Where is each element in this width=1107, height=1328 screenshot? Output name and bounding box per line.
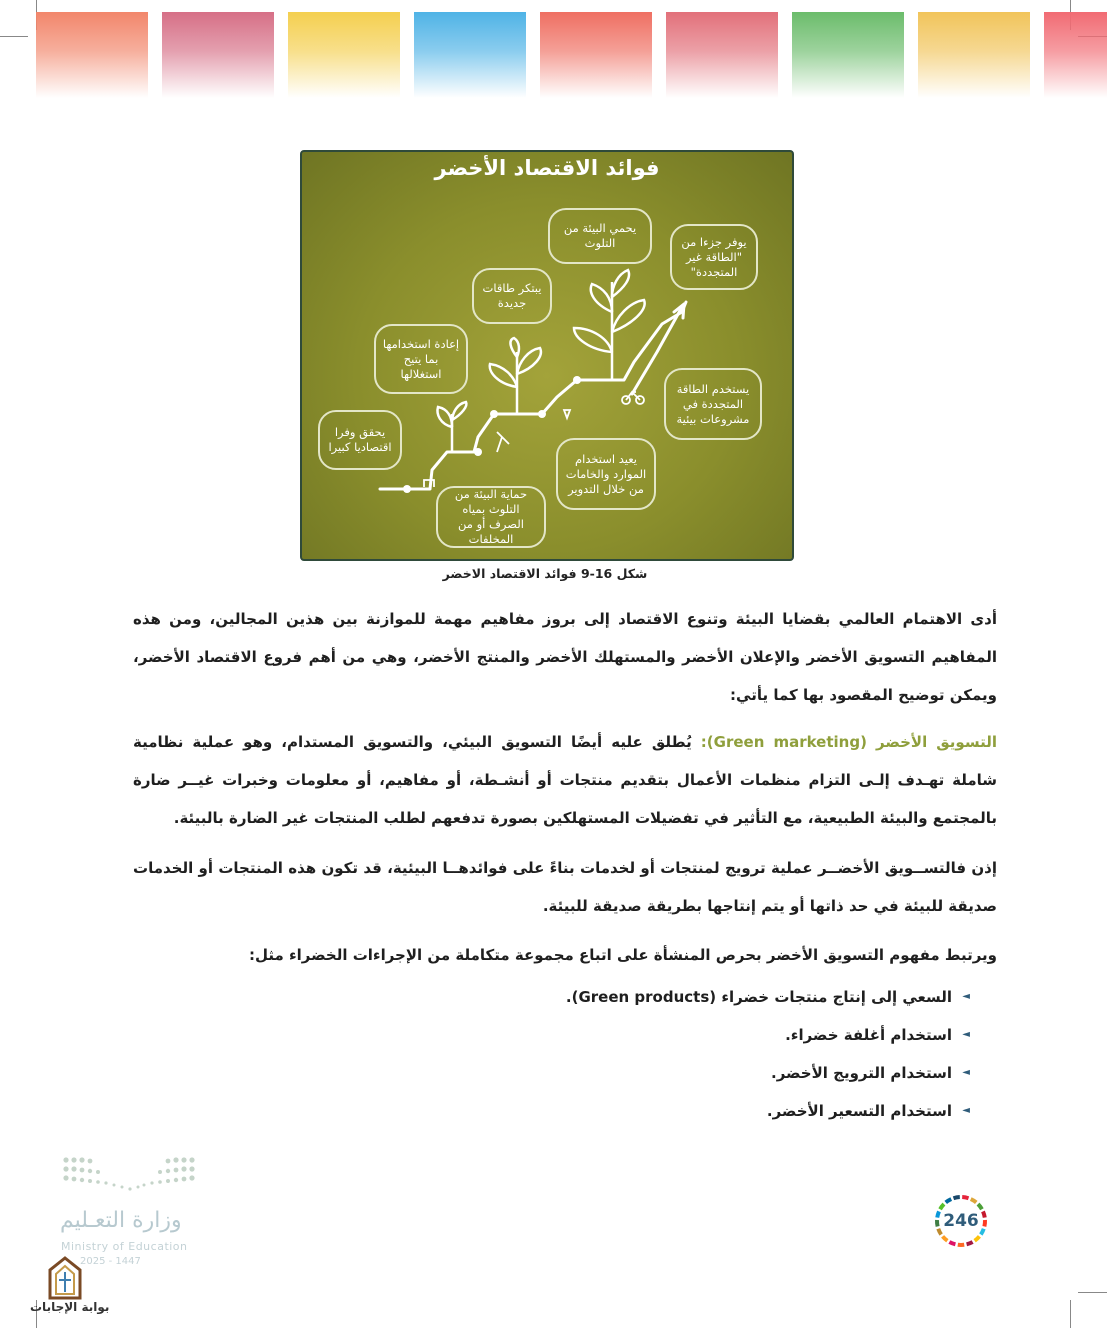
answers-portal-logo-icon [44,1256,86,1300]
list-item: ◄ استخدام الترويج الأخضر. [500,1058,970,1096]
header-tab [36,12,148,98]
bubble-protect-pollution: يحمي البيئة من التلوث [548,208,652,264]
bubble-economic: يحقق وفرا اقتصاديا كبيرا [318,410,402,470]
bullet-triangle-icon: ◄ [962,991,970,1002]
figure-caption: شكل 16-9 فوائد الاقتصاد الاخضر [442,566,648,581]
header-tab [540,12,652,98]
crop-mark [1070,1300,1071,1328]
definition-paragraph [133,723,997,837]
bullet-triangle-icon: ◄ [962,1105,970,1116]
ministry-logo-icon [60,1155,200,1200]
bubble-reuse: إعادة استخدامها بما يتيح استغلالها [374,324,468,394]
crop-mark [0,36,28,37]
procedures-list [500,982,970,1134]
header-tab [414,12,526,98]
figure-title: فوائد الاقتصاد الأخضر [434,156,660,180]
header-tab [1044,12,1107,98]
promotion-paragraph: إذن فالتســويق الأخضــر عملية ترويج لمنتجات أو لخدمات بناءً على فوائدهــا البيئية، قد تكون هذه المنتجات أو الخدمات صديقة للبيئة في حد ذاتها أو يتم إنتاجها بطريقة صديقة للبيئة. [133,859,997,915]
bubble-uses-energy: يستخدم الطاقة المتجددة في مشروعات بيئية [664,368,762,440]
header-tab [918,12,1030,98]
edition-year: 2025 - 1447 [80,1256,141,1267]
intro-paragraph: أدى الاهتمام العالمي بقضايا البيئة وتنوع الاقتصاد إلى بروز مفاهيم مهمة للموازنة بين هذين المجالين، ومن هذه المفاهيم التسويق الأخضر والإعلان الأخضر والمستهلك الأخضر والمنتج الأخضر، وهي من أهم فروع الاقتصاد الأخضر، ويمكن توضيح المقصود بها كما يأتي: [133,610,997,704]
header-color-tabs [36,12,1098,98]
header-tab [162,12,274,98]
bubble-provides-energy: يوفر جزءا من "الطاقة غير المتجددة" [670,224,758,290]
page-number: 246 [943,1211,979,1231]
list-item: ◄ استخدام التسعير الأخضر. [500,1096,970,1134]
bubble-recycling: يعيد استخدام الموارد والخامات من خلال التدوير [556,438,656,510]
header-tab [288,12,400,98]
bubble-innovates: يبتكر طاقات جديدة [472,268,552,324]
crop-mark [1078,1292,1107,1293]
green-marketing-definition: يُطلق عليه أيضًا التسويق البيئي، والتسويق المستدام، وهو عملية نظامية شاملة تهـدف إلـى التزام منظمات الأعمال بتقديم منتجات أو أنشـطة، أو مفاهيم، أو معلومات وخبرات غيــر ضارة بالمجتمع والبيئة الطبيعية، مع التأثير في تفضيلات المستهلكين بصورة تدفعهم لطلب المنتجات غير الضارة بالبيئة. [133,733,997,827]
header-tab [666,12,778,98]
list-item: ◄ السعي إلى إنتاج منتجات خضراء (Green products). [500,982,970,1020]
bullet-triangle-icon: ◄ [962,1029,970,1040]
procedures-intro: ويرتبط مفهوم التسويق الأخضر بحرص المنشأة على اتباع مجموعة متكاملة من الإجراءات الخضراء مثل: [248,946,997,964]
ministry-name-english: Ministry of Education [61,1240,188,1253]
ministry-name-arabic: وزارة التعـليم [60,1208,182,1233]
green-marketing-term: التسويق الأخضر (Green marketing): [700,733,997,751]
bullet-triangle-icon: ◄ [962,1067,970,1078]
answers-portal-watermark: بوابة الإجابات [30,1300,110,1314]
green-economy-infographic [300,150,794,561]
list-item: ◄ استخدام أغلفة خضراء. [500,1020,970,1058]
bubble-sewage: حماية البيئة من التلوث بمياه الصرف أو من المخلفات [436,486,546,548]
header-tab [792,12,904,98]
